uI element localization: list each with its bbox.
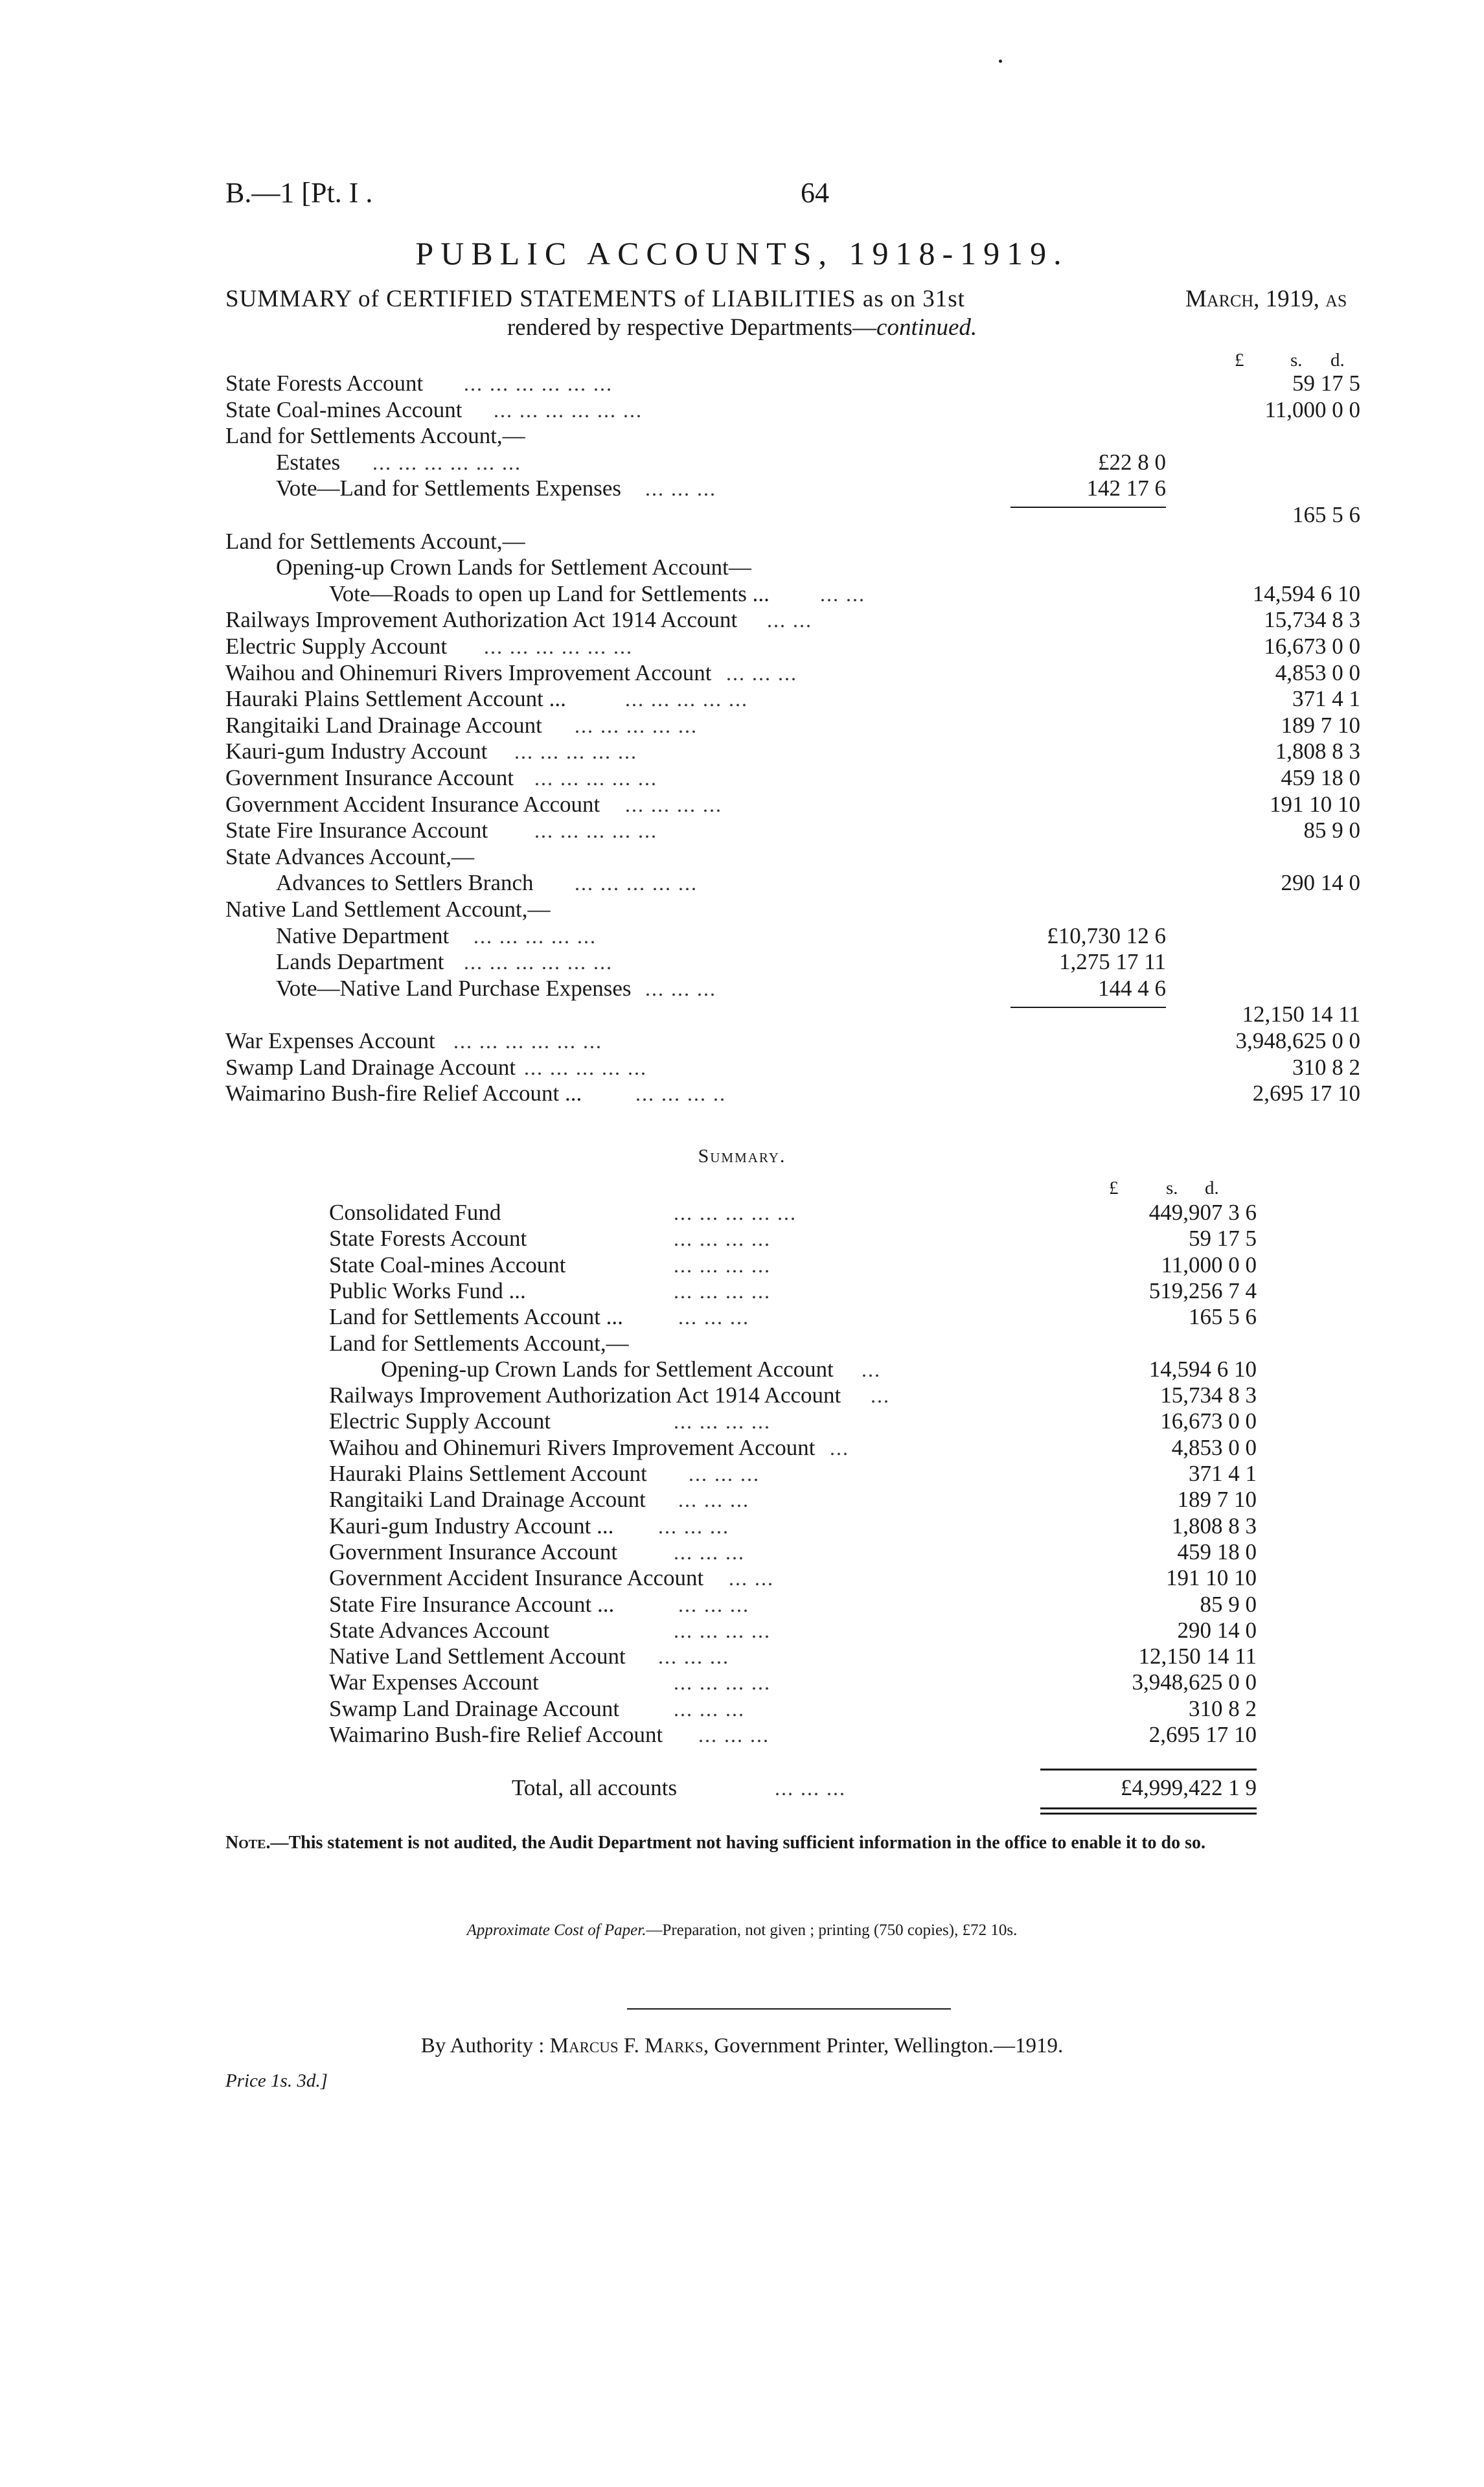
cost-of-paper xyxy=(0,1921,1484,1940)
subtitle-line-1: SUMMARY of CERTIFIED STATEMENTS of LIABILITIES as on 31st xyxy=(225,286,965,312)
summary-dots: ... ... ... ... ... xyxy=(674,1201,797,1224)
price: Price 1s. 3d.] xyxy=(225,2070,328,2091)
statement-amount: 290 14 0 xyxy=(1281,870,1360,895)
summary-pence-header: d. xyxy=(1205,1178,1219,1198)
summary-amount: 449,907 3 6 xyxy=(1148,1200,1257,1225)
statement-amount: 16,673 0 0 xyxy=(1264,634,1360,659)
summary-dots: ... ... ... xyxy=(698,1723,770,1747)
total-label: Total, all accounts xyxy=(512,1775,678,1800)
summary-amount: 3,948,625 0 0 xyxy=(1132,1669,1257,1695)
statement-amount: 3,948,625 0 0 xyxy=(1235,1028,1360,1053)
note xyxy=(225,1832,1365,1854)
summary-amount: 59 17 5 xyxy=(1189,1226,1257,1251)
statement-label: Vote—Roads to open up Land for Settlements ... xyxy=(329,581,770,606)
summary-label: State Advances Account xyxy=(329,1618,550,1643)
authority-prefix: By Authority : xyxy=(420,2034,550,2057)
summary-dots: ... ... ... xyxy=(689,1462,760,1485)
summary-label: Electric Supply Account xyxy=(329,1408,551,1434)
summary-label: Waihou and Ohinemuri Rivers Improvement Account xyxy=(329,1435,816,1460)
statement-dots: ... ... ... ... ... xyxy=(625,687,748,711)
shillings-header: s. xyxy=(1290,350,1303,371)
statement-label: Land for Settlements Account,— xyxy=(225,529,525,554)
summary-label: Railways Improvement Authorization Act 1914 Account xyxy=(329,1382,841,1408)
summary-amount: 14,594 6 10 xyxy=(1148,1357,1257,1382)
summary-label: Government Insurance Account xyxy=(329,1539,618,1564)
statement-sub-amount: 1,275 17 11 xyxy=(1059,949,1166,974)
statement-amount: 85 9 0 xyxy=(1303,818,1360,843)
statement-label: State Advances Account,— xyxy=(225,844,474,869)
authority-line xyxy=(0,2034,1484,2058)
authority-printer: Marcus F. Marks xyxy=(549,2034,703,2057)
statement-dots: ... ... ... xyxy=(726,661,797,685)
summary-amount: 189 7 10 xyxy=(1177,1487,1257,1512)
summary-dots: ... ... ... ... xyxy=(674,1671,771,1694)
summary-amount: 290 14 0 xyxy=(1177,1618,1257,1643)
statement-dots: ... ... ... ... ... xyxy=(474,924,597,948)
summary-label: Waimarino Bush-fire Relief Account xyxy=(329,1722,663,1747)
summary-amount: 85 9 0 xyxy=(1200,1592,1257,1617)
scan-speck xyxy=(999,60,1002,63)
statement-amount: 59 17 5 xyxy=(1292,371,1360,396)
statement-label: Vote—Land for Settlements Expenses xyxy=(276,476,621,501)
summary-pounds-header: £ xyxy=(1109,1178,1119,1198)
statement-sub-amount: 142 17 6 xyxy=(1086,476,1166,501)
statement-amount: 14,594 6 10 xyxy=(1252,581,1360,606)
summary-amount: 191 10 10 xyxy=(1166,1565,1257,1590)
statement-dots: ... ... ... xyxy=(645,477,716,500)
statement-label: Kauri-gum Industry Account xyxy=(225,739,488,764)
statement-dots: ... ... ... ... ... ... xyxy=(372,451,521,474)
statement-dots: ... ... ... xyxy=(645,977,716,1000)
total-dots: ... ... ... xyxy=(775,1776,846,1800)
statement-label: Estates xyxy=(276,450,341,475)
statement-amount: 459 18 0 xyxy=(1281,765,1360,790)
page-number: 64 xyxy=(801,177,829,209)
statement-amount: 2,695 17 10 xyxy=(1252,1081,1360,1106)
subtitle-line-2-continued: continued. xyxy=(876,314,977,341)
authority-suffix: , Government Printer, Wellington.—1919. xyxy=(703,2034,1064,2057)
summary-dots: ... ... xyxy=(729,1566,774,1590)
statement-dots: ... ... ... ... ... xyxy=(534,766,657,790)
statement-dots: ... ... xyxy=(820,582,865,606)
summary-label: Opening-up Crown Lands for Settlement Account xyxy=(381,1357,834,1382)
summary-label: State Coal-mines Account xyxy=(329,1252,566,1278)
statement-amount: 12,150 14 11 xyxy=(1242,1002,1360,1027)
statement-label: Native Department xyxy=(276,923,450,948)
statement-amount: 189 7 10 xyxy=(1281,713,1360,738)
summary-label: War Expenses Account xyxy=(329,1669,539,1695)
summary-amount: 371 4 1 xyxy=(1189,1461,1257,1486)
summary-label: Government Accident Insurance Account xyxy=(329,1565,704,1590)
statement-label: Electric Supply Account xyxy=(225,634,448,659)
statement-amount: 11,000 0 0 xyxy=(1264,397,1360,422)
statement-sub-amount: £22 8 0 xyxy=(1098,450,1166,475)
statement-dots: ... ... ... ... ... ... xyxy=(464,372,613,395)
statement-dots: ... ... ... .. xyxy=(635,1082,726,1105)
statement-label: Government Accident Insurance Account xyxy=(225,792,600,817)
statement-sub-amount: 144 4 6 xyxy=(1098,976,1166,1001)
summary-label: Land for Settlements Account,— xyxy=(329,1331,629,1356)
statement-amount: 15,734 8 3 xyxy=(1264,607,1360,632)
total-rule-top xyxy=(1040,1769,1257,1771)
summary-label: Native Land Settlement Account xyxy=(329,1644,626,1669)
statement-dots: ... ... ... ... ... xyxy=(524,1056,647,1079)
summary-dots: ... ... ... xyxy=(678,1305,749,1329)
statement-amount: 371 4 1 xyxy=(1292,686,1360,711)
summary-amount: 12,150 14 11 xyxy=(1138,1644,1257,1669)
statement-dots: ... ... xyxy=(767,608,812,632)
summary-dots: ... ... ... xyxy=(678,1593,749,1616)
cost-label: Approximate Cost of Paper. xyxy=(466,1921,646,1939)
statement-dots: ... ... ... ... ... ... xyxy=(484,635,633,658)
summary-dots: ... ... ... xyxy=(674,1697,745,1721)
summary-amount: 16,673 0 0 xyxy=(1160,1408,1257,1434)
summary-amount: 459 18 0 xyxy=(1177,1539,1257,1564)
summary-label: State Forests Account xyxy=(329,1226,527,1251)
summary-label: Consolidated Fund xyxy=(329,1200,501,1225)
cost-text: —Preparation, not given ; printing (750 copies), £72 10s. xyxy=(646,1921,1018,1939)
total-rule-double-1 xyxy=(1040,1807,1257,1809)
total-rule-double-2 xyxy=(1040,1813,1257,1815)
summary-dots: ... ... ... xyxy=(658,1645,729,1668)
statement-label: Native Land Settlement Account,— xyxy=(225,897,551,922)
statement-dots: ... ... ... ... ... xyxy=(575,871,698,895)
statement-label: War Expenses Account xyxy=(225,1028,435,1053)
statement-label: State Forests Account xyxy=(225,371,424,396)
statement-dots: ... ... ... ... ... ... xyxy=(464,950,613,974)
statement-amount: 310 8 2 xyxy=(1292,1055,1360,1080)
statement-amount: 191 10 10 xyxy=(1270,792,1360,817)
statement-label: State Fire Insurance Account xyxy=(225,818,488,843)
summary-shillings-header: s. xyxy=(1166,1178,1178,1198)
summary-dots: ... ... ... ... xyxy=(674,1279,771,1303)
statement-sub-amount: £10,730 12 6 xyxy=(1047,923,1166,948)
statement-label: Land for Settlements Account,— xyxy=(225,423,525,448)
statement-label: Lands Department xyxy=(276,949,444,974)
summary-dots: ... ... ... ... xyxy=(674,1254,771,1277)
statement-amount: 4,853 0 0 xyxy=(1275,660,1360,685)
summary-dots: ... xyxy=(871,1384,890,1407)
summary-amount: 15,734 8 3 xyxy=(1160,1382,1257,1408)
statement-label: Opening-up Crown Lands for Settlement Account— xyxy=(276,555,751,580)
statement-label: Government Insurance Account xyxy=(225,765,514,790)
summary-dots: ... xyxy=(862,1358,881,1381)
statement-label: Hauraki Plains Settlement Account ... xyxy=(225,686,566,711)
statement-label: Advances to Settlers Branch xyxy=(276,870,534,895)
summary-dots: ... ... ... xyxy=(658,1515,729,1538)
summary-amount: 2,695 17 10 xyxy=(1148,1722,1257,1747)
summary-dots: ... ... ... xyxy=(674,1541,745,1564)
summary-dots: ... xyxy=(830,1436,849,1460)
subtitle-line-2-text: rendered by respective Departments— xyxy=(507,314,877,341)
summary-label: Hauraki Plains Settlement Account xyxy=(329,1461,647,1486)
summary-amount: 4,853 0 0 xyxy=(1171,1435,1257,1460)
statement-dots: ... ... ... ... ... xyxy=(534,819,657,842)
summary-label: State Fire Insurance Account ... xyxy=(329,1592,615,1617)
summary-title: Summary. xyxy=(698,1145,786,1167)
statement-amount: 165 5 6 xyxy=(1292,502,1360,527)
summary-amount: 1,808 8 3 xyxy=(1171,1513,1257,1539)
summary-dots: ... ... ... xyxy=(678,1488,749,1511)
statement-label: Rangitaiki Land Drainage Account xyxy=(225,713,542,738)
statement-amount: 1,808 8 3 xyxy=(1275,739,1360,764)
statement-dots: ... ... ... ... xyxy=(625,793,722,816)
summary-dots: ... ... ... ... xyxy=(674,1619,771,1642)
summary-label: Rangitaiki Land Drainage Account xyxy=(329,1487,646,1512)
summary-label: Public Works Fund ... xyxy=(329,1278,526,1303)
statement-dots: ... ... ... ... ... ... xyxy=(453,1029,602,1053)
statement-dots: ... ... ... ... ... ... xyxy=(494,398,643,422)
pounds-header: £ xyxy=(1235,350,1244,371)
total-amount: £4,999,422 1 9 xyxy=(1121,1775,1257,1800)
summary-amount: 519,256 7 4 xyxy=(1148,1278,1257,1303)
page-header-left: B.—1 [Pt. I . xyxy=(225,177,373,209)
summary-label: Swamp Land Drainage Account xyxy=(329,1696,620,1721)
summary-label: Land for Settlements Account ... xyxy=(329,1304,623,1329)
summary-label: Kauri-gum Industry Account ... xyxy=(329,1513,614,1539)
summary-amount: 310 8 2 xyxy=(1189,1696,1257,1721)
note-prefix: Note.— xyxy=(225,1833,289,1853)
note-text: This statement is not audited, the Audit Department not having sufficient information in the office to enable it to do so. xyxy=(288,1833,1206,1853)
summary-amount: 11,000 0 0 xyxy=(1161,1252,1257,1278)
pence-header: d. xyxy=(1330,350,1345,371)
statement-label: State Coal-mines Account xyxy=(225,397,462,422)
statement-label: Vote—Native Land Purchase Expenses xyxy=(276,976,632,1001)
summary-dots: ... ... ... ... xyxy=(674,1410,771,1433)
statement-label: Waihou and Ohinemuri Rivers Improvement Account xyxy=(225,660,712,685)
summary-dots: ... ... ... ... xyxy=(674,1227,771,1250)
statement-dots: ... ... ... ... ... xyxy=(514,740,637,763)
authority-rule xyxy=(627,2008,951,2010)
subtitle-line-1-date: March, 1919, as xyxy=(1185,286,1347,312)
statement-label: Railways Improvement Authorization Act 1914 Account xyxy=(225,607,738,632)
statement-dots: ... ... ... ... ... xyxy=(575,714,698,737)
summary-amount: 165 5 6 xyxy=(1189,1304,1257,1329)
subtitle-line-2 xyxy=(0,314,1484,341)
page-title: PUBLIC ACCOUNTS, 1918-1919. xyxy=(415,235,1069,271)
statement-label: Waimarino Bush-fire Relief Account ... xyxy=(225,1081,582,1106)
statement-label: Swamp Land Drainage Account xyxy=(225,1055,516,1080)
